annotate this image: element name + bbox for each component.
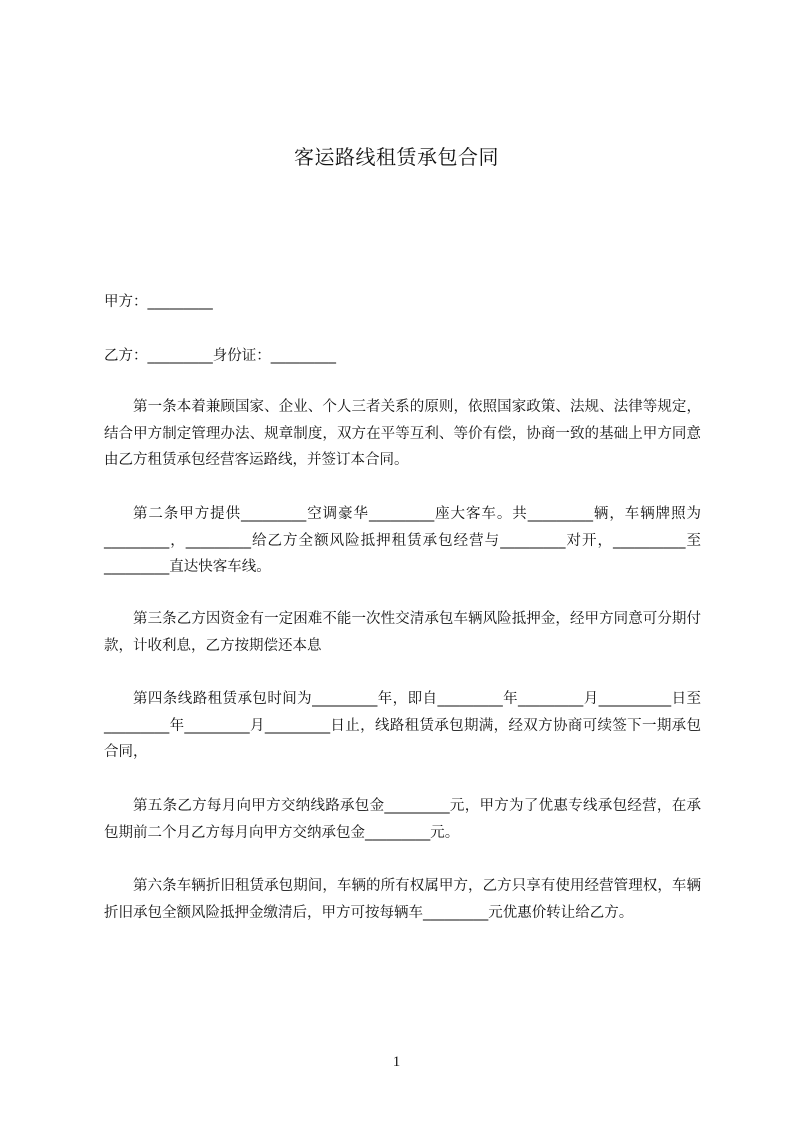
article-6: 第六条车辆折旧租赁承包期间，车辆的所有权属甲方，乙方只享有使用经营管理权，车辆折旧承包全额风险抵押金缴清后，甲方可按每辆车_________元优惠价转让给乙方。	[104, 878, 701, 921]
article-5: 第五条乙方每月向甲方交纳线路承包金_________元，甲方为了优惠专线承包经营，在承包期前二个月乙方每月向甲方交纳承包金_________元。	[104, 798, 701, 841]
party-a-line: 甲方：_________	[104, 294, 213, 310]
article-2: 第二条甲方提供_________空调豪华_________座大客车。共_________辆，车辆牌照为_________，_________给乙方全额风险抵押租赁承包经营与_________对开，__________至_________直达快客车线。	[104, 506, 701, 575]
party-b-line: 乙方：_________身份证：_________	[104, 348, 336, 364]
article-3: 第三条乙方因资金有一定困难不能一次性交清承包车辆风险抵押金，经甲方同意可分期付款，计收利息，乙方按期偿还本息	[104, 611, 701, 654]
page-title: 客运路线租赁承包合同	[294, 145, 499, 169]
article-4: 第四条线路租赁承包时间为_________年，即自_________年_________月__________日至_________年_________月_________日止，线路租赁承包期满，经双方协商可续签下一期承包合同，	[104, 691, 701, 760]
article-1: 第一条本着兼顾国家、企业、个人三者关系的原则，依照国家政策、法规、法律等规定，结合甲方制定管理办法、规章制度，双方在平等互利、等价有偿，协商一致的基础上甲方同意由乙方租赁承包经营客运路线，并签订本合同。	[104, 399, 701, 468]
page-number: 1	[392, 1054, 401, 1070]
